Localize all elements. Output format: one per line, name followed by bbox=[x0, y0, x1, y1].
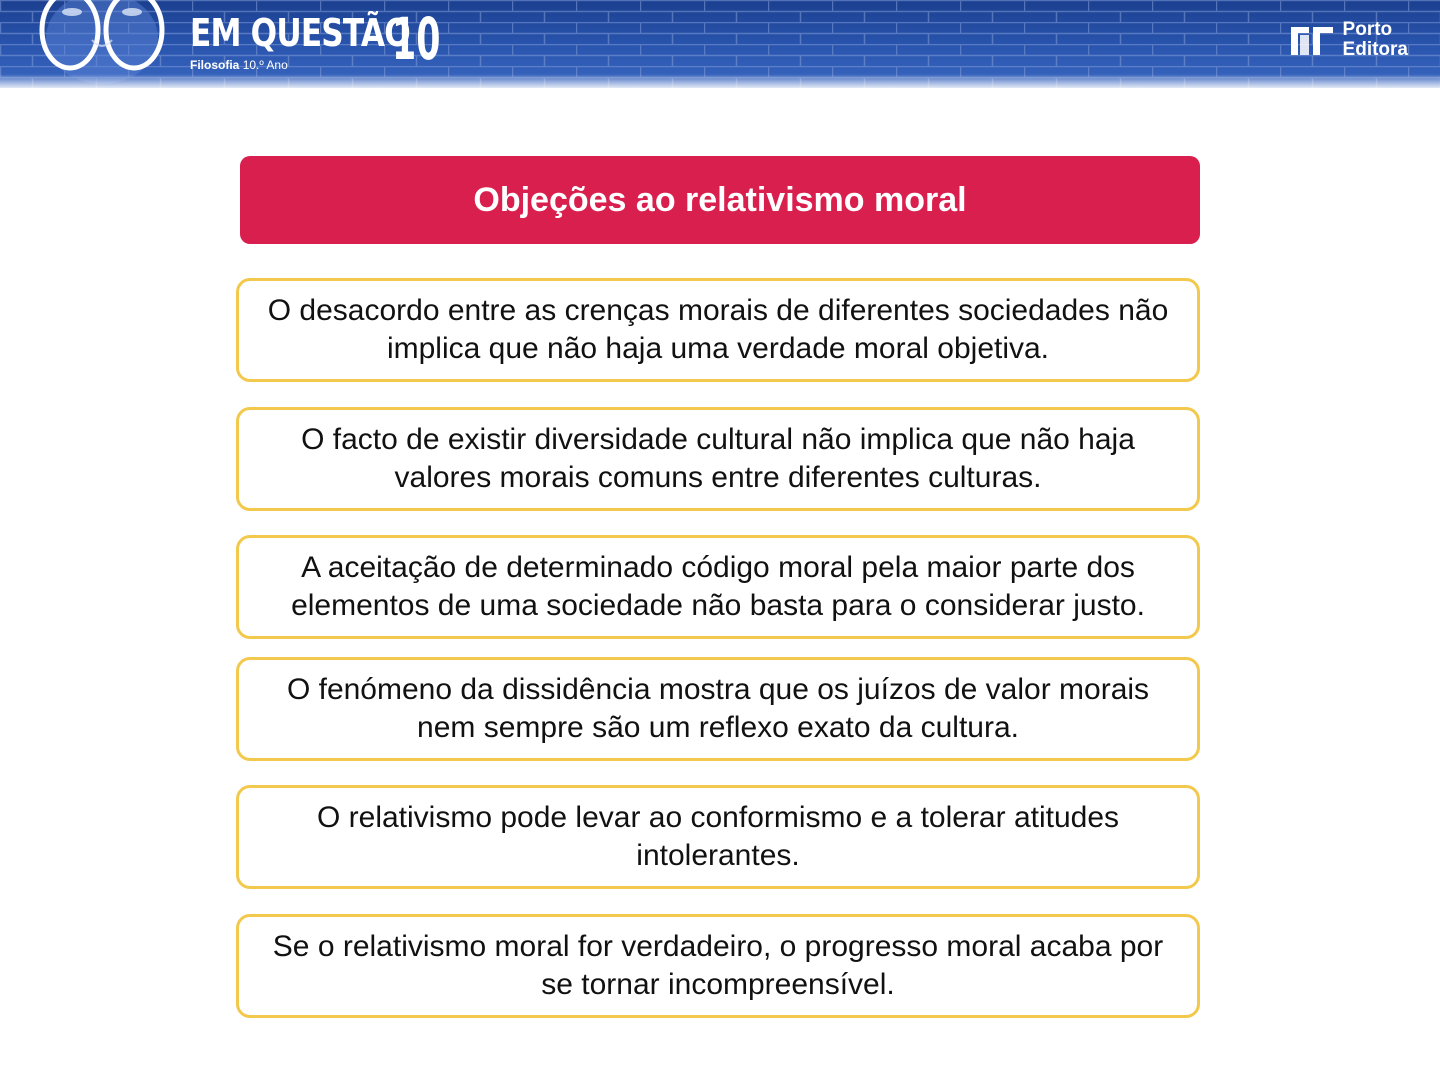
objection-text: A aceitação de determinado código moral pela maior parte dos elementos de uma sociedade não basta para o considerar justo. bbox=[291, 551, 1145, 622]
objection-box-3 bbox=[236, 535, 1200, 639]
objection-text: O relativismo pode levar ao conformismo e a tolerar atitudes intolerantes. bbox=[316, 801, 1120, 872]
face-illustration bbox=[22, 0, 182, 88]
publisher-name: Porto Editora bbox=[1342, 19, 1408, 60]
series-number: 10 bbox=[392, 5, 441, 73]
objection-box-6 bbox=[236, 914, 1200, 1018]
porto-editora-icon bbox=[1289, 23, 1335, 57]
objection-box-2 bbox=[236, 407, 1200, 511]
subject-line bbox=[190, 58, 288, 72]
series-title: EM QUESTÃO bbox=[190, 11, 410, 55]
slide-title: Objeções ao relativismo moral bbox=[473, 180, 967, 219]
objection-box-4 bbox=[236, 657, 1200, 761]
header-banner bbox=[0, 0, 1440, 88]
objection-box-1 bbox=[236, 278, 1200, 382]
objection-text: Se o relativismo moral for verdadeiro, o progresso moral acaba por se tornar incompreensível. bbox=[272, 930, 1164, 1001]
publisher-logo bbox=[1289, 20, 1408, 60]
subject-label: Filosofia bbox=[190, 58, 240, 72]
objection-text: O desacordo entre as crenças morais de diferentes sociedades não implica que não haja uma verdade moral objetiva. bbox=[267, 294, 1169, 365]
objection-text: O fenómeno da dissidência mostra que os juízos de valor morais nem sempre são um reflexo exato da cultura. bbox=[286, 673, 1150, 744]
grade-label: 10.º Ano bbox=[242, 58, 288, 72]
objection-text: O facto de existir diversidade cultural não implica que não haja valores morais comuns entre diferentes culturas. bbox=[301, 423, 1135, 494]
objection-box-5 bbox=[236, 785, 1200, 889]
slide-title-bar bbox=[240, 156, 1200, 244]
